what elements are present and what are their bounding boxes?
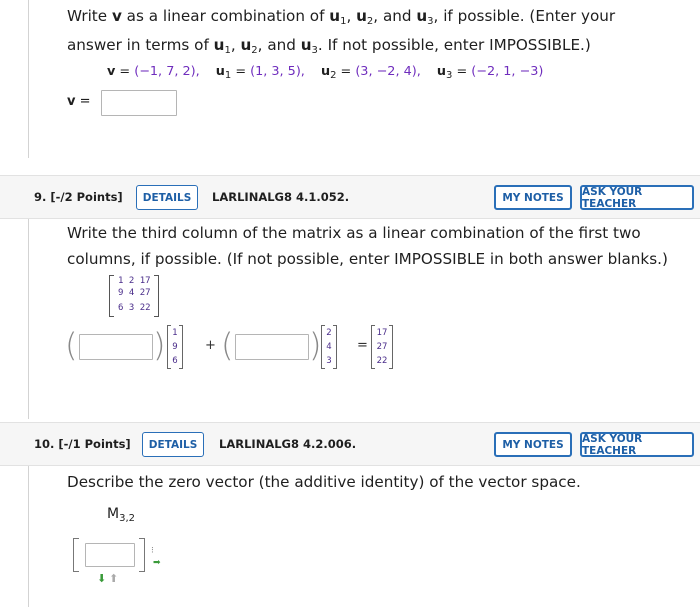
q9-open-paren-1: ( (65, 326, 78, 364)
q9-my-notes-button[interactable]: MY NOTES (494, 185, 572, 210)
q10-details-button[interactable]: DETAILS (142, 432, 204, 457)
q8-answer-label: v = (67, 94, 91, 109)
question-10-header (0, 422, 700, 466)
arrow-right-icon[interactable]: ➡ (153, 558, 161, 568)
q8-prompt-line-1: Write v as a linear combination of $u_1$, $u_2$, and $u_3$, if possible. (Enter your (67, 7, 616, 27)
q9-details-button[interactable]: DETAILS (136, 185, 198, 210)
q9-prompt-line-1: Write the third column of the matrix as a linear combination of the first two (67, 224, 641, 242)
q9-matrix: 1 2 17 9 4 27 6 3 22 (109, 275, 159, 317)
q9-number: 9. [-/2 Points] (34, 190, 123, 204)
question-10-body (28, 466, 700, 607)
q9-coefficient-2-input[interactable] (235, 334, 309, 360)
q9-prompt-line-2: columns, if possible. (If not possible, enter IMPOSSIBLE in both answer blanks.) (67, 250, 668, 268)
question-9-header (0, 175, 700, 219)
q9-open-paren-2: ( (221, 326, 234, 364)
q10-number: 10. [-/1 Points] (34, 437, 131, 451)
q9-column-3: 17 27 22 (371, 325, 393, 369)
q9-problem-code: LARLINALG8 4.1.052. (212, 190, 350, 204)
q8-vector-definitions: v = (−1, 7, 2), $u_1 = (1$, 3, 5), $u_2 = (3$, −2, 4), $u_3 = (-2$, 1, −3) (107, 64, 544, 81)
q10-my-notes-button[interactable]: MY NOTES (494, 432, 572, 457)
arrow-down-icon[interactable]: ⬇ (97, 572, 107, 585)
q9-plus-sign: + (205, 338, 216, 353)
q9-close-paren-1: ) (153, 326, 166, 364)
q8-prompt-line-2: answer in terms of $u_1$, $u_2$, and $u_3$. If not possible, enter IMPOSSIBLE.) (67, 36, 591, 56)
q10-matrix-cell-input[interactable] (85, 543, 135, 567)
q9-equals-sign: = (357, 338, 368, 353)
q10-matrix-input[interactable] (73, 538, 173, 572)
dots-icon[interactable]: ⁝ (151, 546, 154, 556)
q9-column-2: 2 4 3 (321, 325, 337, 369)
q10-ask-teacher-button[interactable]: ASK YOUR TEACHER (580, 432, 694, 457)
question-9-body (28, 219, 700, 419)
q9-column-1: 1 9 6 (167, 325, 183, 369)
q8-answer-input[interactable] (101, 90, 177, 116)
q10-vector-space-label: $M_{3,2}$ (107, 506, 135, 524)
q10-prompt: Describe the zero vector (the additive identity) of the vector space. (67, 473, 581, 491)
q10-problem-code: LARLINALG8 4.2.006. (219, 437, 357, 451)
q9-ask-teacher-button[interactable]: ASK YOUR TEACHER (580, 185, 694, 210)
q9-close-paren-2: ) (309, 326, 322, 364)
row-remove-icon[interactable]: ⬆ (109, 572, 119, 585)
question-8-body (28, 0, 700, 158)
q9-coefficient-1-input[interactable] (79, 334, 153, 360)
